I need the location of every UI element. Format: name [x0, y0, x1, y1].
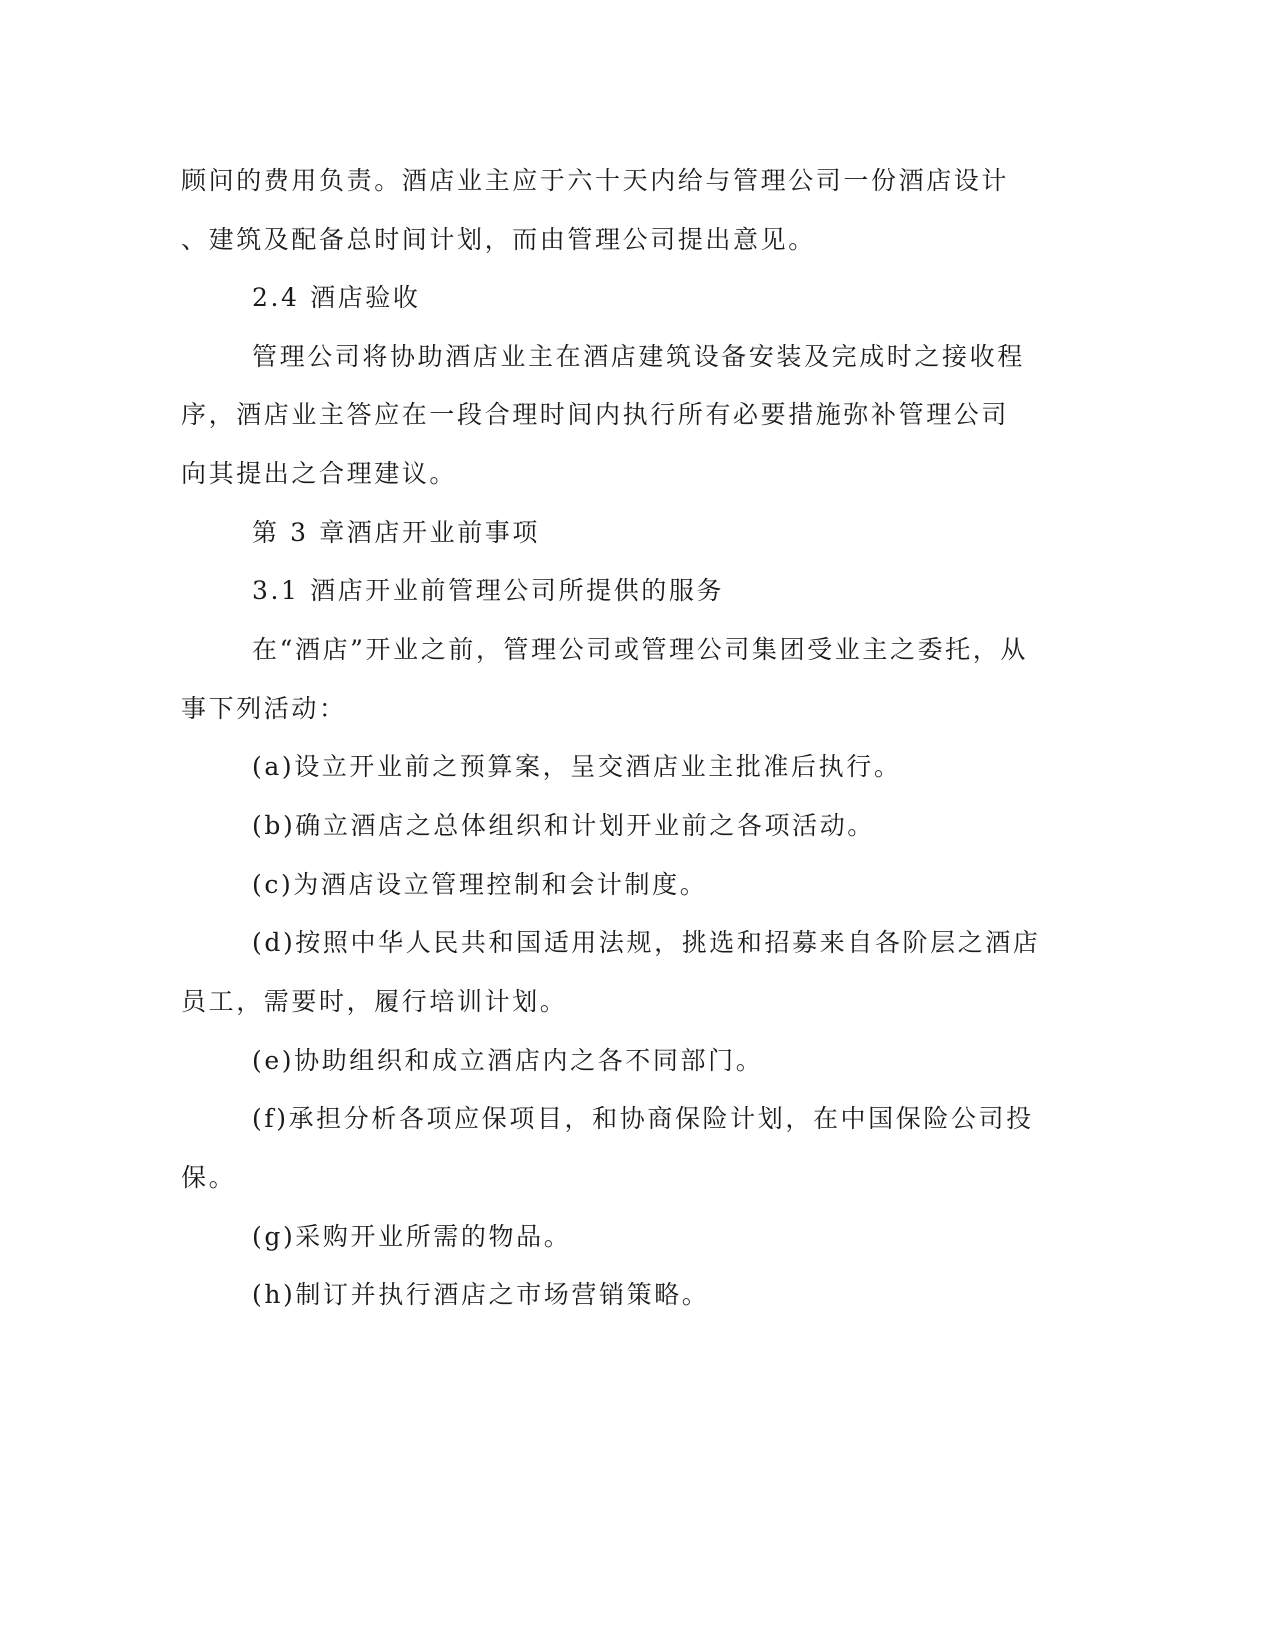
text-line-6: 向其提出之合理建议。	[181, 459, 458, 488]
text-line-4: 管理公司将协助酒店业主在酒店建筑设备安装及完成时之接收程	[252, 342, 1025, 371]
list-item-g: (g)采购开业所需的物品。	[252, 1222, 572, 1251]
list-item-b: (b)确立酒店之总体组织和计划开业前之各项活动。	[252, 811, 875, 840]
chapter-heading-3: 第 3 章酒店开业前事项	[252, 518, 541, 547]
list-item-d-continued: 员工，需要时，履行培训计划。	[181, 987, 568, 1016]
text-line-5: 序，酒店业主答应在一段合理时间内执行所有必要措施弥补管理公司	[181, 400, 1010, 429]
text-line-9: 在“酒店”开业之前，管理公司或管理公司集团受业主之委托，从	[252, 635, 1028, 664]
text-line-10: 事下列活动：	[181, 694, 347, 723]
text-line-2: 、建筑及配备总时间计划，而由管理公司提出意见。	[181, 225, 816, 254]
list-item-e: (e)协助组织和成立酒店内之各不同部门。	[252, 1046, 764, 1075]
list-item-f-continued: 保。	[181, 1163, 237, 1192]
list-item-h: (h)制订并执行酒店之市场营销策略。	[252, 1280, 710, 1309]
list-item-d: (d)按照中华人民共和国适用法规，挑选和招募来自各阶层之酒店	[252, 928, 1041, 957]
list-item-a: (a)设立开业前之预算案，呈交酒店业主批准后执行。	[252, 752, 902, 781]
text-line-1: 顾问的费用负责。酒店业主应于六十天内给与管理公司一份酒店设计	[181, 166, 1010, 195]
list-item-c: (c)为酒店设立管理控制和会计制度。	[252, 870, 708, 899]
section-heading-3-1: 3.1 酒店开业前管理公司所提供的服务	[252, 576, 725, 605]
section-heading-2-4: 2.4 酒店验收	[252, 283, 421, 312]
list-item-f: (f)承担分析各项应保项目，和协商保险计划，在中国保险公司投	[252, 1104, 1034, 1133]
